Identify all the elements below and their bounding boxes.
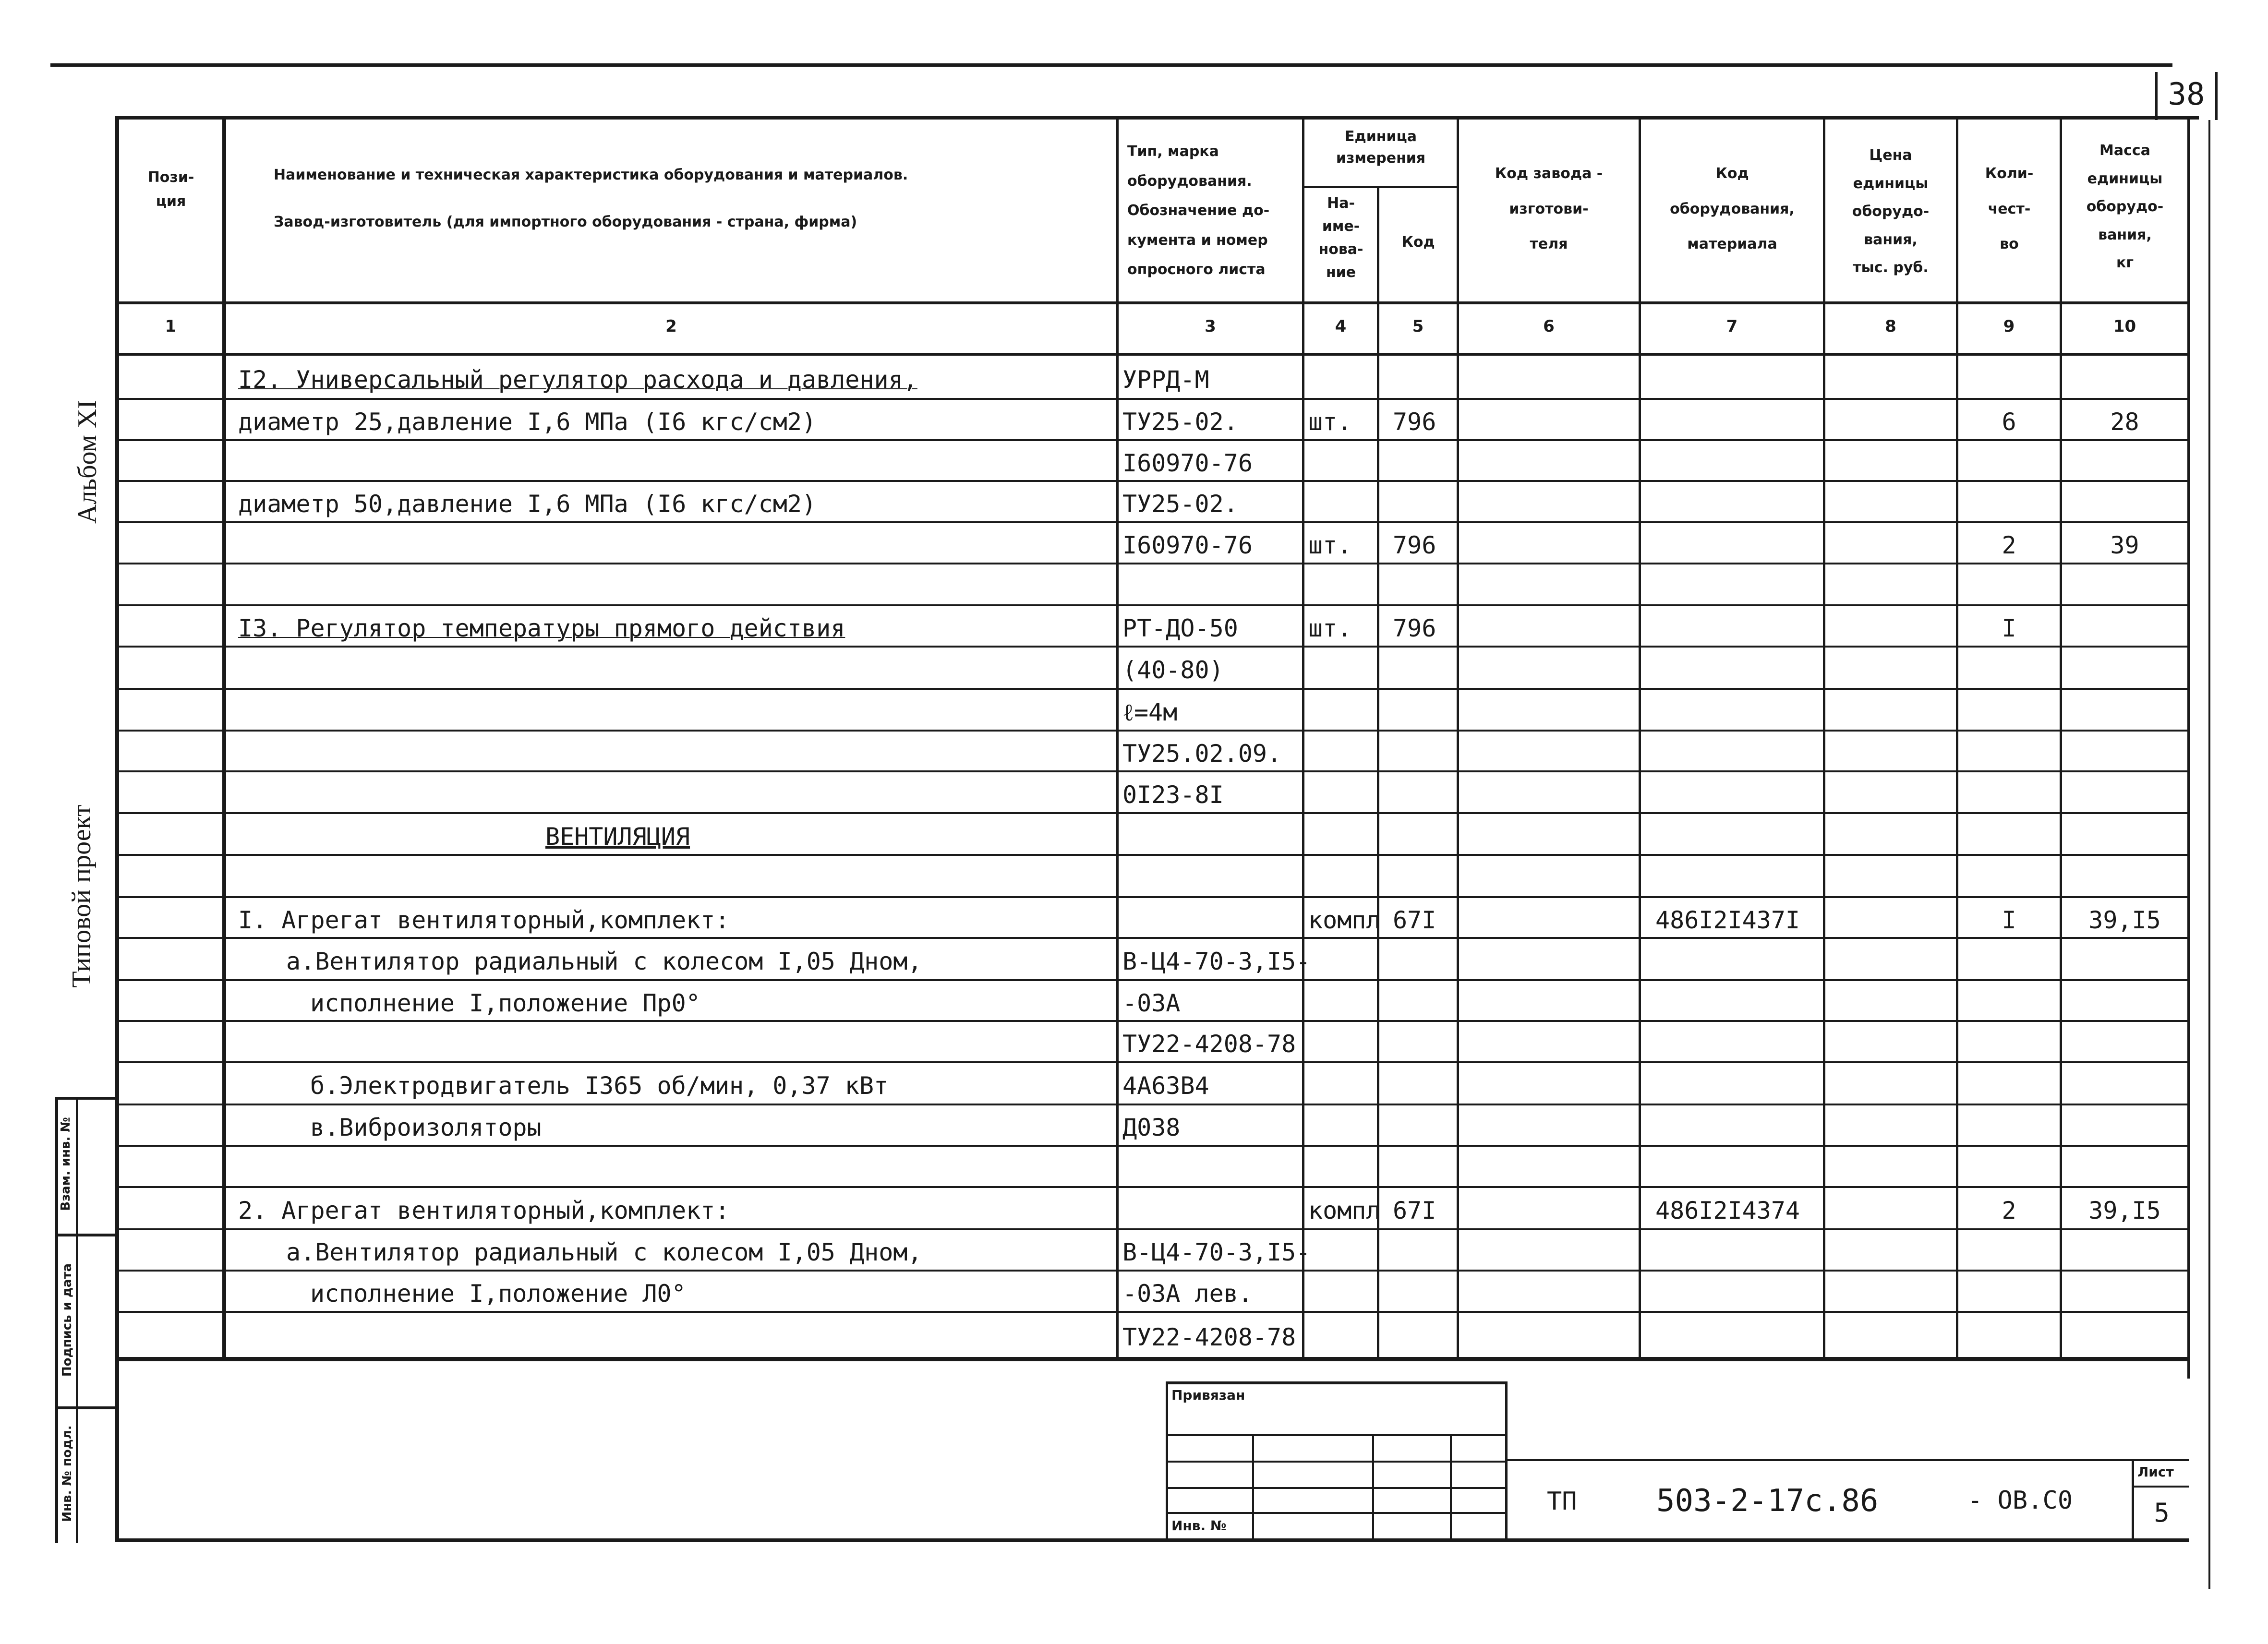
col-sep-9 bbox=[2060, 116, 2062, 1359]
row-type: В-Ц4-70-3,I5- bbox=[1122, 1238, 1311, 1266]
row-name: исполнение I,положение Л0° bbox=[310, 1280, 686, 1308]
table-right-border bbox=[2187, 116, 2190, 1379]
sheet-label: Лист bbox=[2137, 1464, 2174, 1480]
row-rule bbox=[119, 854, 2187, 856]
row-type: I60970-76 bbox=[1122, 449, 1253, 477]
row-quantity: I bbox=[2002, 614, 2016, 642]
row-unit-code: 67I bbox=[1393, 906, 1436, 934]
row-name: исполнение I,положение Пр0° bbox=[310, 989, 700, 1017]
project-label: Типовой проект bbox=[67, 804, 97, 988]
row-rule bbox=[119, 480, 2187, 482]
page-number-box-right bbox=[2215, 72, 2218, 120]
row-type: РТ-ДО-50 bbox=[1122, 614, 1238, 642]
col-sep-6 bbox=[1639, 116, 1641, 1359]
header-mass: Масса единицы оборудо- вания, кг bbox=[2086, 142, 2164, 271]
binding-stamp-col1 bbox=[1252, 1434, 1254, 1541]
row-rule bbox=[119, 1228, 2187, 1230]
row-rule bbox=[119, 937, 2187, 939]
header-name-line2: Завод-изготовитель (для импортного оборудования - страна, фирма) bbox=[274, 214, 857, 230]
header-unit-group: Единица измерения bbox=[1336, 128, 1426, 167]
row-type: ТУ22-4208-78 bbox=[1122, 1323, 1296, 1351]
sheet-number: 5 bbox=[2154, 1498, 2170, 1528]
binding-stamp-row1 bbox=[1166, 1434, 1508, 1436]
row-type: -03А лев. bbox=[1122, 1280, 1253, 1308]
margin-strip-left bbox=[55, 1097, 58, 1543]
row-rule bbox=[119, 770, 2187, 772]
row-mass: 39,I5 bbox=[2088, 906, 2161, 934]
title-block-top bbox=[1508, 1459, 2189, 1461]
column-number: 10 bbox=[2113, 317, 2136, 336]
right-edge-rule bbox=[2208, 120, 2210, 1589]
row-quantity: 2 bbox=[2002, 1197, 2016, 1224]
header-name-line1: Наименование и техническая характеристика оборудования и материалов. bbox=[274, 167, 908, 183]
col-sep-4 bbox=[1377, 186, 1379, 1359]
col-sep-5 bbox=[1457, 116, 1459, 1359]
row-quantity: I bbox=[2002, 906, 2016, 934]
row-rule bbox=[119, 439, 2187, 441]
binding-stamp-row3 bbox=[1166, 1487, 1508, 1489]
document-number: 503-2-17с.86 bbox=[1656, 1483, 1879, 1519]
col-sep-2 bbox=[1116, 116, 1119, 1359]
row-rule bbox=[119, 1020, 2187, 1022]
row-name: I2. Универсальный регулятор расхода и давления, bbox=[238, 366, 917, 394]
replacement-inv-label: Взам. инв. № bbox=[59, 1117, 73, 1211]
row-rule bbox=[119, 1357, 2187, 1359]
margin-strip-inner bbox=[76, 1097, 78, 1543]
inventory-number-label: Инв. № bbox=[1171, 1518, 1227, 1534]
column-number: 6 bbox=[1543, 317, 1555, 336]
signature-date-label: Подпись и дата bbox=[60, 1263, 74, 1377]
row-type: ℓ=4м bbox=[1122, 698, 1178, 726]
row-unit-code: 796 bbox=[1393, 614, 1436, 642]
page-number: 38 bbox=[2168, 77, 2205, 112]
row-unit: компл bbox=[1308, 906, 1381, 934]
row-rule bbox=[119, 1145, 2187, 1147]
col-sep-1 bbox=[222, 116, 226, 1359]
header-bottom-rule bbox=[115, 301, 2189, 304]
row-mass: 28 bbox=[2110, 408, 2139, 436]
row-name: диаметр 25,давление I,6 МПа (I6 кгс/см2) bbox=[238, 408, 817, 436]
row-type: ТУ25.02.09. bbox=[1122, 740, 1282, 768]
column-number: 4 bbox=[1335, 317, 1347, 336]
col-sep-7 bbox=[1823, 116, 1825, 1359]
row-rule bbox=[119, 812, 2187, 814]
document-suffix: - ОВ.С0 bbox=[1967, 1486, 2073, 1515]
row-equipment-code: 486I2I4374 bbox=[1655, 1197, 1800, 1224]
row-quantity: 6 bbox=[2002, 408, 2016, 436]
binding-stamp-col2 bbox=[1372, 1434, 1374, 1541]
row-rule bbox=[119, 1061, 2187, 1063]
row-name: в.Виброизоляторы bbox=[310, 1114, 542, 1141]
album-label: Альбом XI bbox=[72, 400, 102, 524]
header-type: Тип, марка оборудования. Обозначение до- кумента и номер опросного листа bbox=[1127, 143, 1270, 278]
row-type: ТУ22-4208-78 bbox=[1122, 1030, 1296, 1058]
header-position: Пози- ция bbox=[147, 169, 194, 210]
table-left-border bbox=[115, 116, 119, 1542]
col-sep-3 bbox=[1302, 116, 1304, 1359]
column-number: 1 bbox=[165, 317, 177, 336]
binding-stamp-row4 bbox=[1166, 1512, 1508, 1514]
row-rule bbox=[119, 1186, 2187, 1188]
unit-group-rule bbox=[1302, 186, 1457, 188]
row-name: а.Вентилятор радиальный с колесом I,05 Дном, bbox=[286, 948, 922, 975]
row-type: -03А bbox=[1122, 989, 1181, 1017]
sheet-box-rule bbox=[2132, 1486, 2189, 1488]
row-unit-code: 67I bbox=[1393, 1197, 1436, 1224]
table-bottom-border bbox=[115, 1538, 2189, 1542]
header-unit-price: Цена единицы оборудо- вания, тыс. руб. bbox=[1852, 147, 1930, 276]
row-type: Д038 bbox=[1122, 1114, 1181, 1141]
row-type: УРРД-М bbox=[1122, 366, 1209, 394]
row-rule bbox=[119, 646, 2187, 648]
column-number: 7 bbox=[1726, 317, 1738, 336]
row-unit-code: 796 bbox=[1393, 408, 1436, 436]
row-rule bbox=[119, 688, 2187, 690]
row-rule bbox=[119, 730, 2187, 732]
row-rule bbox=[119, 398, 2187, 400]
row-type: 0I23-8I bbox=[1122, 781, 1224, 809]
top-rule bbox=[50, 63, 2172, 67]
row-name: диаметр 50,давление I,6 МПа (I6 кгс/см2) bbox=[238, 490, 817, 518]
row-unit: шт. bbox=[1308, 408, 1352, 436]
row-name: I. Агрегат вентиляторный,комплект: bbox=[238, 906, 730, 934]
row-mass: 39 bbox=[2110, 531, 2139, 559]
original-inv-label: Инв. № подл. bbox=[60, 1425, 74, 1522]
row-name: б.Электродвигатель I365 об/мин, 0,37 кВт bbox=[310, 1072, 889, 1100]
row-rule bbox=[119, 1311, 2187, 1313]
row-rule bbox=[119, 521, 2187, 523]
row-type: (40-80) bbox=[1122, 656, 1224, 684]
row-equipment-code: 486I2I437I bbox=[1655, 906, 1800, 934]
header-quantity: Коли- чест- во bbox=[1985, 165, 2034, 252]
row-rule bbox=[119, 563, 2187, 564]
column-number: 8 bbox=[1885, 317, 1896, 336]
row-name: ВЕНТИЛЯЦИЯ bbox=[545, 823, 690, 851]
binding-stamp-top bbox=[1166, 1381, 1508, 1384]
binding-label: Привязан bbox=[1171, 1387, 1245, 1403]
number-row-bottom-rule bbox=[115, 353, 2189, 356]
row-unit-code: 796 bbox=[1393, 531, 1436, 559]
row-mass: 39,I5 bbox=[2088, 1197, 2161, 1224]
column-number: 3 bbox=[1205, 317, 1216, 336]
column-number: 2 bbox=[665, 317, 677, 336]
header-unit-name: На- име- нова- ние bbox=[1318, 195, 1363, 281]
row-name: 2. Агрегат вентиляторный,комплект: bbox=[238, 1197, 730, 1224]
binding-stamp-col3 bbox=[1450, 1434, 1452, 1541]
row-type: 4А63В4 bbox=[1122, 1072, 1209, 1100]
header-unit-code: Код bbox=[1401, 234, 1435, 251]
row-type: ТУ25-02. bbox=[1122, 490, 1238, 518]
row-name: а.Вентилятор радиальный с колесом I,05 Дном, bbox=[286, 1238, 922, 1266]
row-type: В-Ц4-70-3,I5- bbox=[1122, 948, 1311, 975]
row-unit: компл bbox=[1308, 1197, 1381, 1224]
tp-label: ТП bbox=[1547, 1487, 1577, 1516]
header-equipment-code: Код оборудования, материала bbox=[1670, 165, 1795, 252]
row-unit: шт. bbox=[1308, 531, 1352, 559]
row-type: ТУ25-02. bbox=[1122, 408, 1238, 436]
row-rule bbox=[119, 604, 2187, 606]
row-type: I60970-76 bbox=[1122, 531, 1253, 559]
col-sep-8 bbox=[1956, 116, 1958, 1359]
row-name: I3. Регулятор температуры прямого действия bbox=[238, 614, 845, 642]
column-number: 5 bbox=[1412, 317, 1424, 336]
row-unit: шт. bbox=[1308, 614, 1352, 642]
header-factory-code: Код завода - изготови- теля bbox=[1495, 165, 1603, 252]
column-number: 9 bbox=[2003, 317, 2015, 336]
row-rule bbox=[119, 1104, 2187, 1105]
row-rule bbox=[119, 1270, 2187, 1272]
table-top-border bbox=[115, 116, 2199, 120]
row-quantity: 2 bbox=[2002, 531, 2016, 559]
binding-stamp-row2 bbox=[1166, 1461, 1508, 1463]
row-rule bbox=[119, 896, 2187, 898]
row-rule bbox=[119, 979, 2187, 981]
